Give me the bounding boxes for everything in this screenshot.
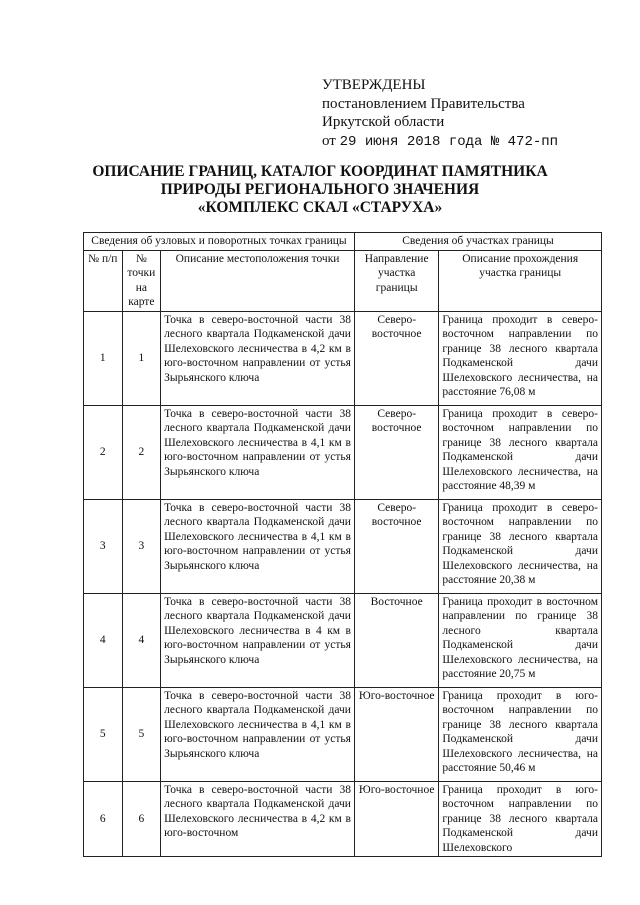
- row-point: 6: [122, 781, 161, 857]
- approval-line: Иркутской области: [322, 114, 445, 130]
- approval-date-line: [322, 132, 558, 152]
- row-location: Точка в северо-восточной части 38 лесного квартала Подкаменской дачи Шелеховского лесничества в 4,2 км в юго-восточном: [161, 781, 355, 857]
- row-num: 2: [84, 405, 123, 499]
- row-direction: Северо-восточное: [354, 311, 438, 405]
- row-location: Точка в северо-восточной части 38 лесного квартала Подкаменской дачи Шелеховского лесничества в 4 км в юго-восточном направлении от устья Зырьянского ключа: [161, 593, 355, 687]
- row-direction: Юго-восточное: [354, 781, 438, 857]
- row-point: 4: [122, 593, 161, 687]
- row-num: 1: [84, 311, 123, 405]
- title-line: «КОМПЛЕКС СКАЛ «СТАРУХА»: [197, 199, 443, 216]
- approval-line: постановлением Правительства: [322, 95, 525, 112]
- approval-block: [322, 76, 558, 151]
- row-point: 3: [122, 499, 161, 593]
- row-location: Точка в северо-восточной части 38 лесного квартала Подкаменской дачи Шелеховского лесничества в 4,1 км в юго-восточном направлении от устья Зырьянского ключа: [161, 499, 355, 593]
- row-description: Граница проходит в северо-восточном направлении по границе 38 лесного квартала Подкаменской дачи Шелеховского лесничества, на расстояние 20,38 м: [439, 499, 602, 593]
- table-row: [84, 311, 602, 405]
- boundary-table: [83, 232, 602, 857]
- col-header-point: № точки на карте: [122, 250, 161, 311]
- title-line: ОПИСАНИЕ ГРАНИЦ, КАТАЛОГ КООРДИНАТ ПАМЯТНИКА: [92, 163, 548, 180]
- table-row: [84, 405, 602, 499]
- row-description: Граница проходит в северо-восточном направлении по границе 38 лесного квартала Подкаменской дачи Шелеховского лесничества, на расстояние 76,08 м: [439, 311, 602, 405]
- document-title: [82, 163, 558, 217]
- row-direction: Восточное: [354, 593, 438, 687]
- row-direction: Северо-восточное: [354, 405, 438, 499]
- row-direction: Юго-восточное: [354, 687, 438, 781]
- col-header-description: Описание прохождения участка границы: [439, 250, 602, 311]
- row-direction: Северо-восточное: [354, 499, 438, 593]
- row-point: 5: [122, 687, 161, 781]
- approval-heading: УТВЕРЖДЕНЫ: [322, 77, 426, 93]
- col-header-direction: Направление участка границы: [354, 250, 438, 311]
- row-description: Граница проходит в юго-восточном направлении по границе 38 лесного квартала Подкаменской дачи Шелеховского: [439, 781, 602, 857]
- table-group-header: [84, 233, 602, 251]
- row-num: 5: [84, 687, 123, 781]
- row-location: Точка в северо-восточной части 38 лесного квартала Подкаменской дачи Шелеховского лесничества в 4,1 км в юго-восточном направлении от устья Зырьянского ключа: [161, 687, 355, 781]
- group-header-points: Сведения об узловых и поворотных точках границы: [84, 233, 355, 251]
- approval-date-prefix: от: [322, 132, 336, 149]
- row-point: 1: [122, 311, 161, 405]
- title-line: ПРИРОДЫ РЕГИОНАЛЬНОГО ЗНАЧЕНИЯ: [160, 181, 480, 198]
- row-description: Граница проходит в восточном направлении по границе 38 лесного квартала Подкаменской дачи Шелеховского лесничества, на расстояние 20,75 м: [439, 593, 602, 687]
- col-header-num: № п/п: [84, 250, 123, 311]
- group-header-segments: Сведения об участках границы: [354, 233, 601, 251]
- row-description: Граница проходит в северо-восточном направлении по границе 38 лесного квартала Подкаменской дачи Шелеховского лесничества, на расстояние 48,39 м: [439, 405, 602, 499]
- table-row: [84, 687, 602, 781]
- table-column-header: [84, 250, 602, 311]
- row-description: Граница проходит в юго-восточном направлении по границе 38 лесного квартала Подкаменской дачи Шелеховского лесничества, на расстояние 50,46 м: [439, 687, 602, 781]
- row-location: Точка в северо-восточной части 38 лесного квартала Подкаменской дачи Шелеховского лесничества в 4,2 км в юго-восточном направлении от устья Зырьянского ключа: [161, 311, 355, 405]
- row-num: 3: [84, 499, 123, 593]
- approval-date: 29 июня 2018 года № 472-пп: [339, 133, 559, 150]
- table-row: [84, 781, 602, 857]
- table-row: [84, 593, 602, 687]
- row-point: 2: [122, 405, 161, 499]
- row-num: 6: [84, 781, 123, 857]
- row-num: 4: [84, 593, 123, 687]
- row-location: Точка в северо-восточной части 38 лесного квартала Подкаменской дачи Шелеховского лесничества в 4,1 км в юго-восточном направлении от устья Зырьянского ключа: [161, 405, 355, 499]
- col-header-location: Описание местоположения точки: [161, 250, 355, 311]
- table-row: [84, 499, 602, 593]
